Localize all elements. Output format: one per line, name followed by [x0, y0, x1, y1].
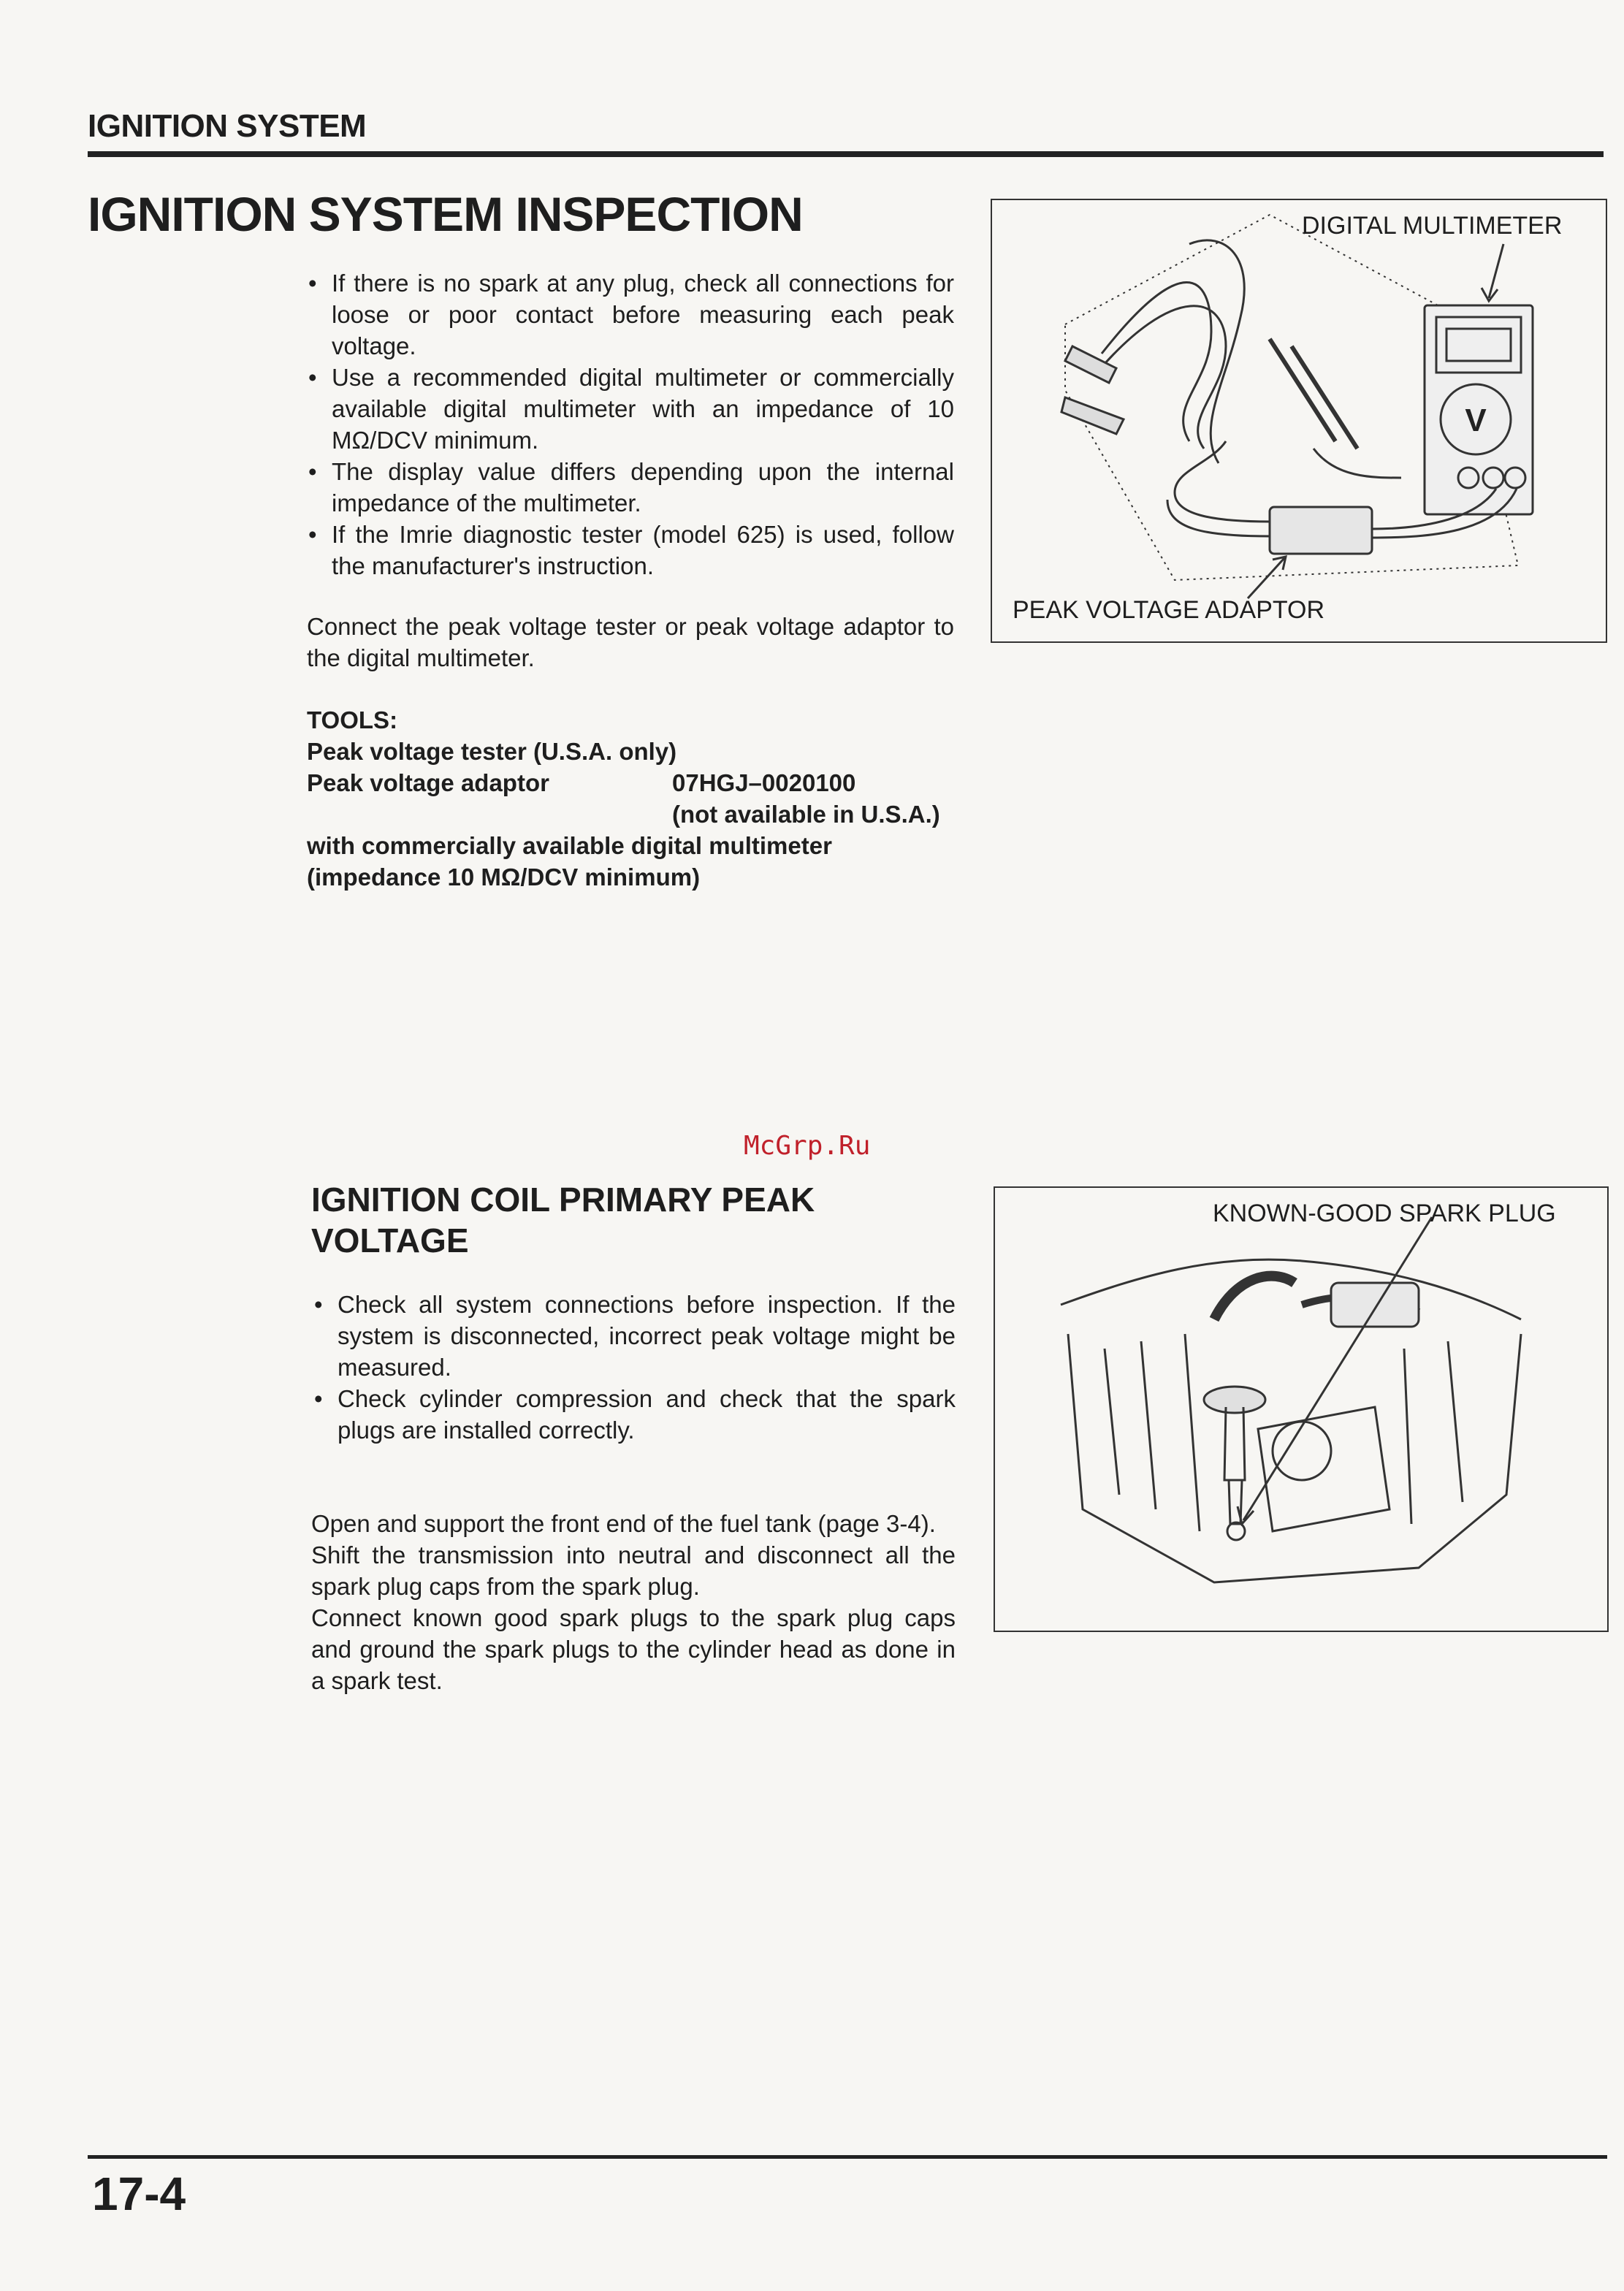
engine-outline	[1061, 1259, 1521, 1319]
section-title: IGNITION COIL PRIMARY PEAK VOLTAGE	[311, 1181, 815, 1259]
engine-fin	[1185, 1334, 1200, 1531]
multimeter-illustration	[992, 200, 1606, 641]
peak-voltage-adaptor-body	[1270, 507, 1372, 554]
plug-cap	[1204, 1387, 1265, 1413]
engine-block	[1068, 1334, 1521, 1582]
note-item: • The display value differs depending upon the internal impedance of the multimeter.	[305, 456, 954, 519]
header-rule	[88, 151, 1604, 157]
page-number: 17-4	[92, 2168, 186, 2220]
engine-fin	[1141, 1341, 1156, 1509]
engine-fin	[1105, 1349, 1119, 1495]
note-item: • If there is no spark at any plug, check all connections for loose or poor contact before measuring each peak voltage.	[305, 267, 954, 362]
watermark: McGrp.Ru	[744, 1131, 871, 1161]
coil-body	[1331, 1283, 1419, 1327]
procedure-text	[311, 1508, 956, 1696]
label-digital-multimeter: DIGITAL MULTIMETER	[1302, 212, 1563, 240]
note-item: • Use a recommended digital multimeter or commercially available digital multimeter with an impedance of 10 MΩ/DCV minimum.	[305, 362, 954, 456]
multimeter-figure	[991, 199, 1607, 643]
note-item: • Check all system connections before inspection. If the system is disconnected, incorrect peak voltage might be measured.	[311, 1289, 956, 1383]
test-lead	[1314, 449, 1401, 478]
hose	[1214, 1276, 1295, 1319]
adaptor-cable	[1175, 441, 1270, 522]
tool-line: with commercially available digital multimeter	[307, 832, 832, 859]
label-peak-voltage-adaptor: PEAK VOLTAGE ADAPTOR	[1013, 596, 1325, 624]
callout-line	[1243, 1217, 1432, 1520]
footer-rule	[88, 2155, 1607, 2159]
engine-fin	[1448, 1341, 1463, 1502]
tool-name: Peak voltage adaptor	[307, 769, 549, 796]
note-item: • Check cylinder compression and check that the spark plugs are installed correctly.	[311, 1383, 956, 1446]
alligator-clip	[1065, 346, 1116, 383]
tool-row	[307, 767, 964, 798]
spark-plug-figure	[994, 1186, 1609, 1632]
tool-line: (impedance 10 MΩ/DCV minimum)	[307, 864, 701, 891]
inspection-notes	[305, 267, 954, 582]
note-item: • If the Imrie diagnostic tester (model 625) is used, follow the manufacturer's instruction.	[305, 519, 954, 582]
tools-heading: TOOLS:	[307, 706, 398, 733]
plug-cap-boot	[1224, 1407, 1245, 1480]
section-header: IGNITION SYSTEM	[88, 108, 367, 144]
connect-instruction: Connect the peak voltage tester or peak voltage adaptor to the digital multimeter.	[307, 613, 954, 671]
alligator-clip	[1061, 397, 1124, 434]
callout-line	[1248, 558, 1284, 598]
tool-line: Peak voltage tester (U.S.A. only)	[307, 738, 677, 765]
page-title: IGNITION SYSTEM INSPECTION	[88, 187, 803, 241]
meter-symbol: V	[1465, 403, 1487, 438]
tool-code: 07HGJ–0020100	[672, 769, 856, 796]
procedure-step: Connect known good spark plugs to the spark plug caps and ground the spark plugs to the cylinder head as done in a spark test.	[311, 1604, 956, 1694]
tool-note: (not available in U.S.A.)	[672, 801, 940, 828]
tools-list	[307, 704, 964, 893]
procedure-step: Shift the transmission into neutral and disconnect all the spark plug caps from the spark plug.	[311, 1541, 956, 1600]
probe	[1270, 339, 1335, 441]
procedure-step: Open and support the front end of the fuel tank (page 3-4).	[311, 1510, 936, 1537]
engine-fin	[1404, 1349, 1411, 1524]
engine-part	[1273, 1422, 1331, 1480]
engine-illustration	[995, 1188, 1607, 1631]
label-known-good-spark-plug: KNOWN-GOOD SPARK PLUG	[1213, 1200, 1556, 1227]
coil-notes	[311, 1289, 956, 1446]
probe	[1292, 346, 1357, 449]
